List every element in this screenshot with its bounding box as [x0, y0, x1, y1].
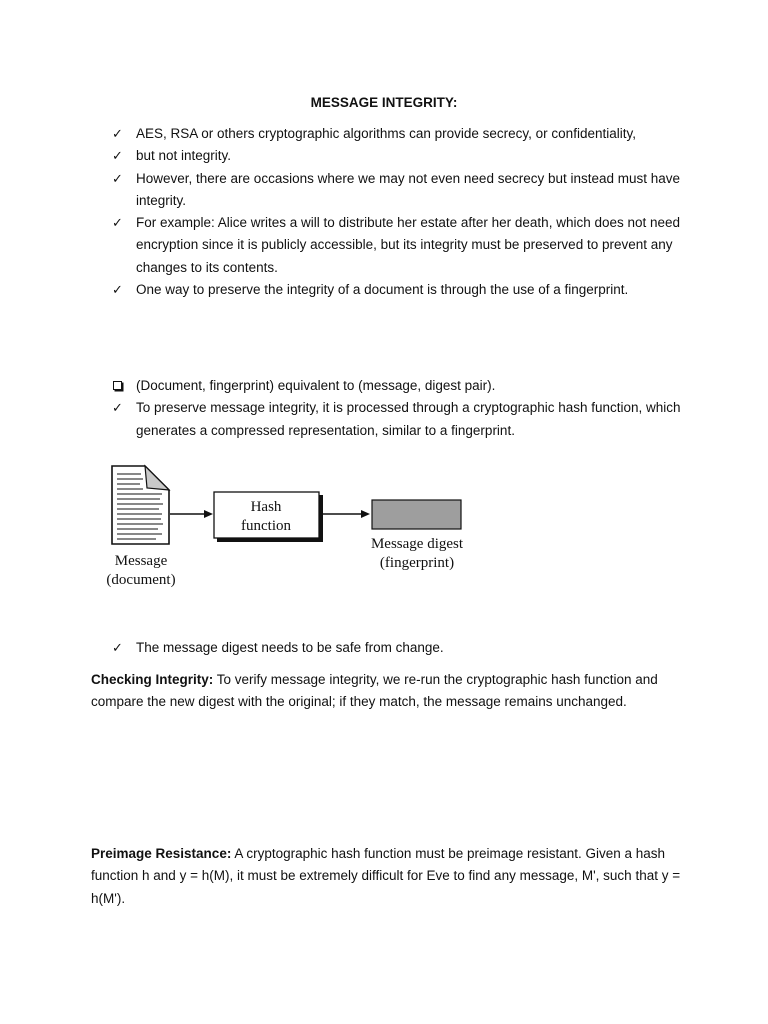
list-item: [108, 637, 688, 659]
checkmark-icon: ✓: [112, 170, 123, 186]
preimage-resistance-heading: Preimage Resistance:: [91, 846, 232, 861]
hash-diagram: [96, 458, 486, 594]
digest-label: Message digest: [370, 536, 464, 552]
checkmark-icon: ✓: [112, 640, 123, 655]
list-item-text: but not integrity.: [136, 148, 232, 164]
list-item: [108, 212, 688, 279]
list-item: [108, 168, 688, 213]
checking-integrity-text: To verify message integrity, we re-run the cryptographic hash function and compare the new digest with the original; if they match, the message remains unchanged.: [91, 672, 658, 710]
checkmark-icon: ✓: [112, 400, 123, 416]
message-digest-block: [372, 500, 461, 529]
checkmark-icon: ✓: [112, 148, 123, 164]
list-item: [108, 279, 688, 301]
list-item-text: AES, RSA or others cryptographic algorithms can provide secrecy, or confidentiality,: [136, 126, 636, 141]
hash-label: Hash: [250, 499, 282, 515]
list-item-text: To preserve message integrity, it is processed through a cryptographic hash function, which generates a compressed representation, similar to a fingerprint.: [136, 400, 681, 438]
arrow-right-icon: [170, 510, 213, 518]
list-item: [108, 145, 688, 167]
preimage-resistance-paragraph: [91, 843, 691, 910]
checkmark-icon: ✓: [112, 215, 123, 231]
list-item-text: However, there are occasions where we may not even need secrecy but instead must have integrity.: [136, 170, 681, 208]
list-item-text: The message digest needs to be safe from change.: [136, 640, 444, 655]
list-item-text: (Document, fingerprint) equivalent to (message, digest pair).: [136, 378, 496, 393]
message-label: Message: [114, 553, 168, 569]
page-title: MESSAGE INTEGRITY:: [310, 95, 458, 110]
preimage-resistance-text: A cryptographic hash function must be preimage resistant. Given a hash function h and y = h(M), it must be extremely difficult for Eve to find any message, M', such that y = h(M').: [91, 846, 681, 906]
list-item: [108, 375, 688, 397]
function-label: function: [241, 518, 291, 534]
checking-integrity-paragraph: [91, 669, 691, 714]
fingerprint-bullet-list: [108, 375, 688, 442]
list-item: [108, 123, 688, 145]
square-bullet-icon: [113, 381, 122, 390]
arrow-right-icon: [323, 510, 370, 518]
fingerprint-label: (fingerprint): [379, 555, 455, 571]
checkmark-icon: ✓: [112, 282, 123, 298]
intro-bullet-list: [108, 123, 688, 301]
document-icon: [112, 466, 169, 544]
list-item-text: For example: Alice writes a will to distribute her estate after her death, which does not need encryption since it is publicly accessible, but its integrity must be preserved to prevent any changes to its contents.: [136, 215, 681, 275]
list-item-text: One way to preserve the integrity of a document is through the use of a fingerprint.: [136, 282, 629, 298]
checkmark-icon: ✓: [112, 126, 123, 141]
list-item: [108, 397, 688, 442]
document-label: (document): [106, 572, 176, 588]
checking-integrity-heading: Checking Integrity:: [91, 672, 214, 687]
digest-bullet-list: [108, 637, 688, 659]
